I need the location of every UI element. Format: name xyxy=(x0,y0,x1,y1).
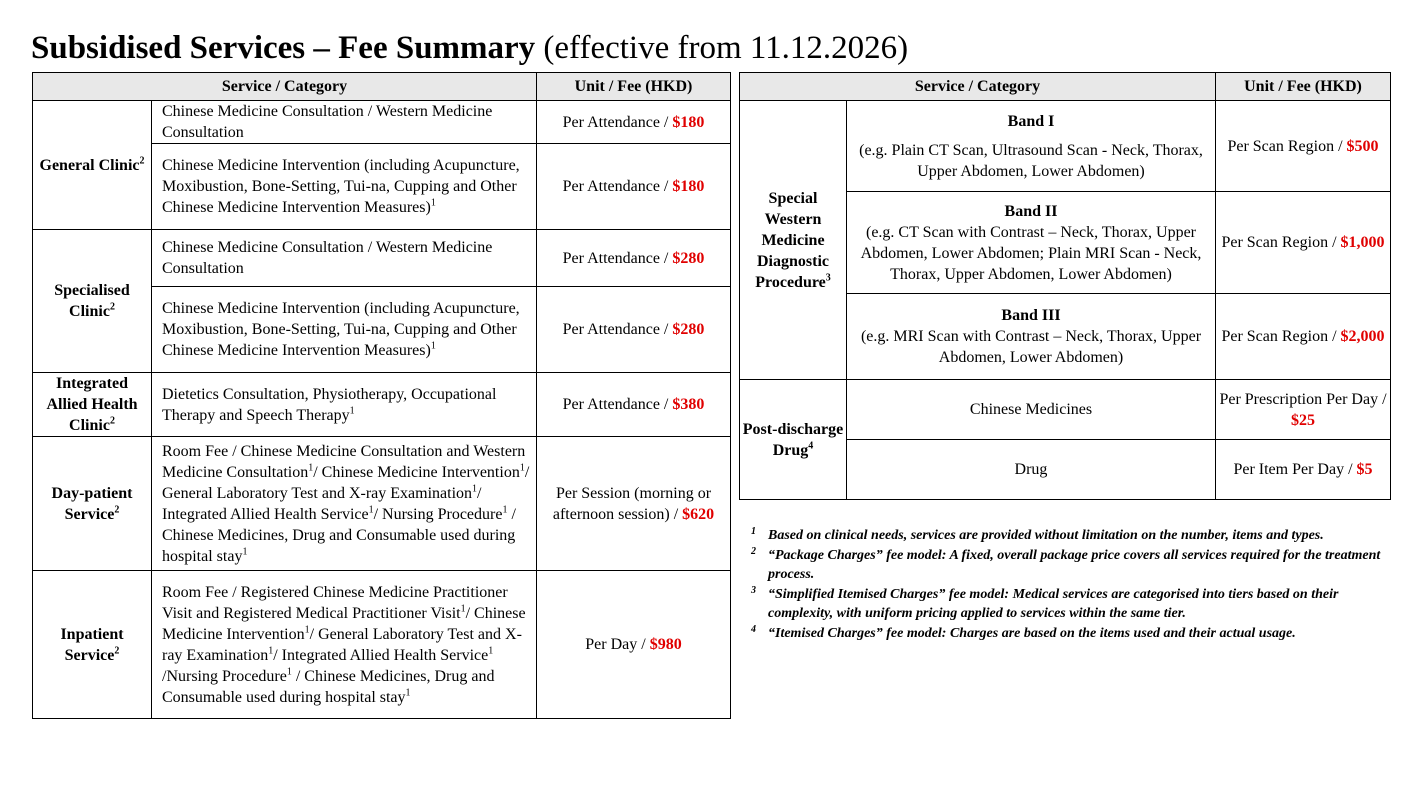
fee-cell: Per Attendance / $280 xyxy=(537,230,731,287)
footnote: 1 Based on clinical needs, services are provided without limitation on the number, items and types. xyxy=(751,526,1324,543)
fee-cell: Per Scan Region / $1,000 xyxy=(1216,192,1391,294)
table-row xyxy=(33,101,731,144)
fee-amount: $5 xyxy=(1356,461,1373,478)
fee-cell: Per Attendance / $180 xyxy=(537,101,731,144)
service-description: Chinese Medicines xyxy=(847,380,1216,440)
table-row xyxy=(740,380,1391,440)
category-inpatient-service: Inpatient Service$^2$ xyxy=(33,571,152,719)
fee-amount: $180 xyxy=(672,113,705,131)
page-title xyxy=(31,28,908,68)
fee-amount: $280 xyxy=(672,249,705,267)
fee-cell: Per Item Per Day / $5 xyxy=(1216,440,1391,500)
fee-amount: $620 xyxy=(682,505,715,523)
fee-amount: $980 xyxy=(649,636,682,653)
service-description: Chinese Medicine Consultation / Western Medicine Consultation xyxy=(152,230,537,287)
fee-table-left xyxy=(32,72,731,719)
category-special-western-medicine-diagnostic: Special Western Medicine Diagnostic Procedure$^3$ xyxy=(740,101,847,380)
category-integrated-allied-health-clinic: Integrated Allied Health Clinic$^2$ xyxy=(33,373,152,437)
fee-cell: Per Scan Region / $500 xyxy=(1216,101,1391,192)
table-row xyxy=(740,101,1391,192)
service-description: Room Fee / Chinese Medicine Consultation and Western Medicine Consultation$^1$/ Chinese Medicine Intervention$^1$/ General Laboratory Test and X-ray Examination$^1$/ Integrated Allied Health Service$^1$/ Nursing Procedure$^1$ / Chinese Medicines, Drug and Consumable used during hospital stay$^1$ xyxy=(152,437,537,571)
band-name: Band III xyxy=(1001,307,1061,324)
fee-cell: Per Attendance / $280 xyxy=(537,287,731,373)
band-name: Band II xyxy=(1004,202,1058,220)
category-post-discharge-drug: Post-discharge Drug$^4$ xyxy=(740,380,847,500)
category-day-patient-service: Day-patient Service$^2$ xyxy=(33,437,152,571)
band-description: Band I (e.g. Plain CT Scan, Ultrasound Scan - Neck, Thorax, Upper Abdomen, Lower Abdomen) xyxy=(847,101,1216,192)
fee-cell: Per Session (morning or afternoon session) / $620 xyxy=(537,437,731,571)
table-row xyxy=(33,373,731,437)
service-description: Dietetics Consultation, Physiotherapy, Occupational Therapy and Speech Therapy$^1$ xyxy=(152,373,537,437)
service-description: Drug xyxy=(847,440,1216,500)
footnotes xyxy=(748,526,1388,643)
service-description: Chinese Medicine Consultation / Western Medicine Consultation xyxy=(152,101,537,144)
title-effective-date: (effective from 11.12.2026) xyxy=(543,30,909,66)
fee-amount: $280 xyxy=(672,321,705,338)
service-description: Chinese Medicine Intervention (including Acupuncture, Moxibustion, Bone-Setting, Tui-na, Cupping and Other Chinese Medicine Intervention Measures)$^1$ xyxy=(152,144,537,230)
table-row xyxy=(33,437,731,571)
category-general-clinic: General Clinic$^2$ xyxy=(33,101,152,230)
fee-cell: Per Day / $980 xyxy=(537,571,731,719)
band-description: Band III (e.g. MRI Scan with Contrast – Neck, Thorax, Upper Abdomen, Lower Abdomen) xyxy=(847,294,1216,380)
title-main: Subsidised Services – Fee Summary xyxy=(31,30,536,66)
header-unit-fee: Unit / Fee (HKD) xyxy=(1216,73,1391,101)
fee-amount: $380 xyxy=(672,396,705,413)
fee-cell: Per Prescription Per Day / $25 xyxy=(1216,380,1391,440)
service-description: Room Fee / Registered Chinese Medicine Practitioner Visit and Registered Medical Practitioner Visit$^1$/ Chinese Medicine Intervention$^1$/ General Laboratory Test and X-ray Examination$^1$/ Integrated Allied Health Service$^1$ /Nursing Procedure$^1$ / Chinese Medicines, Drug and Consumable used during hospital stay$^1$ xyxy=(152,571,537,719)
header-service-category: Service / Category xyxy=(740,73,1216,101)
fee-table-right xyxy=(739,72,1391,500)
footnote: 3 “Simplified Itemised Charges” fee model: Medical services are categorised into tiers based on their complexity, with uniform pricing applied to services within the same tier. xyxy=(751,584,1339,621)
service-description: Chinese Medicine Intervention (including Acupuncture, Moxibustion, Bone-Setting, Tui-na, Cupping and Other Chinese Medicine Intervention Measures)$^1$ xyxy=(152,287,537,373)
fee-cell: Per Attendance / $380 xyxy=(537,373,731,437)
header-unit-fee: Unit / Fee (HKD) xyxy=(537,73,731,101)
fee-cell: Per Attendance / $180 xyxy=(537,144,731,230)
table-row xyxy=(33,571,731,719)
band-description: Band II (e.g. CT Scan with Contrast – Neck, Thorax, Upper Abdomen, Lower Abdomen; Plain MRI Scan - Neck, Thorax, Upper Abdomen, Lower Abdomen) xyxy=(847,192,1216,294)
table-row xyxy=(33,230,731,287)
header-service-category: Service / Category xyxy=(33,73,537,101)
fee-amount: $25 xyxy=(1291,411,1315,429)
footnote: 2 “Package Charges” fee model: A fixed, overall package price covers all services required for the treatment process. xyxy=(751,545,1381,582)
fee-amount: $2,000 xyxy=(1340,328,1385,345)
fee-amount: $1,000 xyxy=(1340,234,1385,251)
fee-cell: Per Scan Region / $2,000 xyxy=(1216,294,1391,380)
category-specialised-clinic: Specialised Clinic$^2$ xyxy=(33,230,152,373)
band-name: Band I xyxy=(1007,112,1055,130)
fee-amount: $180 xyxy=(672,178,705,195)
fee-amount: $500 xyxy=(1346,137,1379,155)
footnote: 4 “Itemised Charges” fee model: Charges are based on the items used and their actual usage. xyxy=(751,623,1296,641)
